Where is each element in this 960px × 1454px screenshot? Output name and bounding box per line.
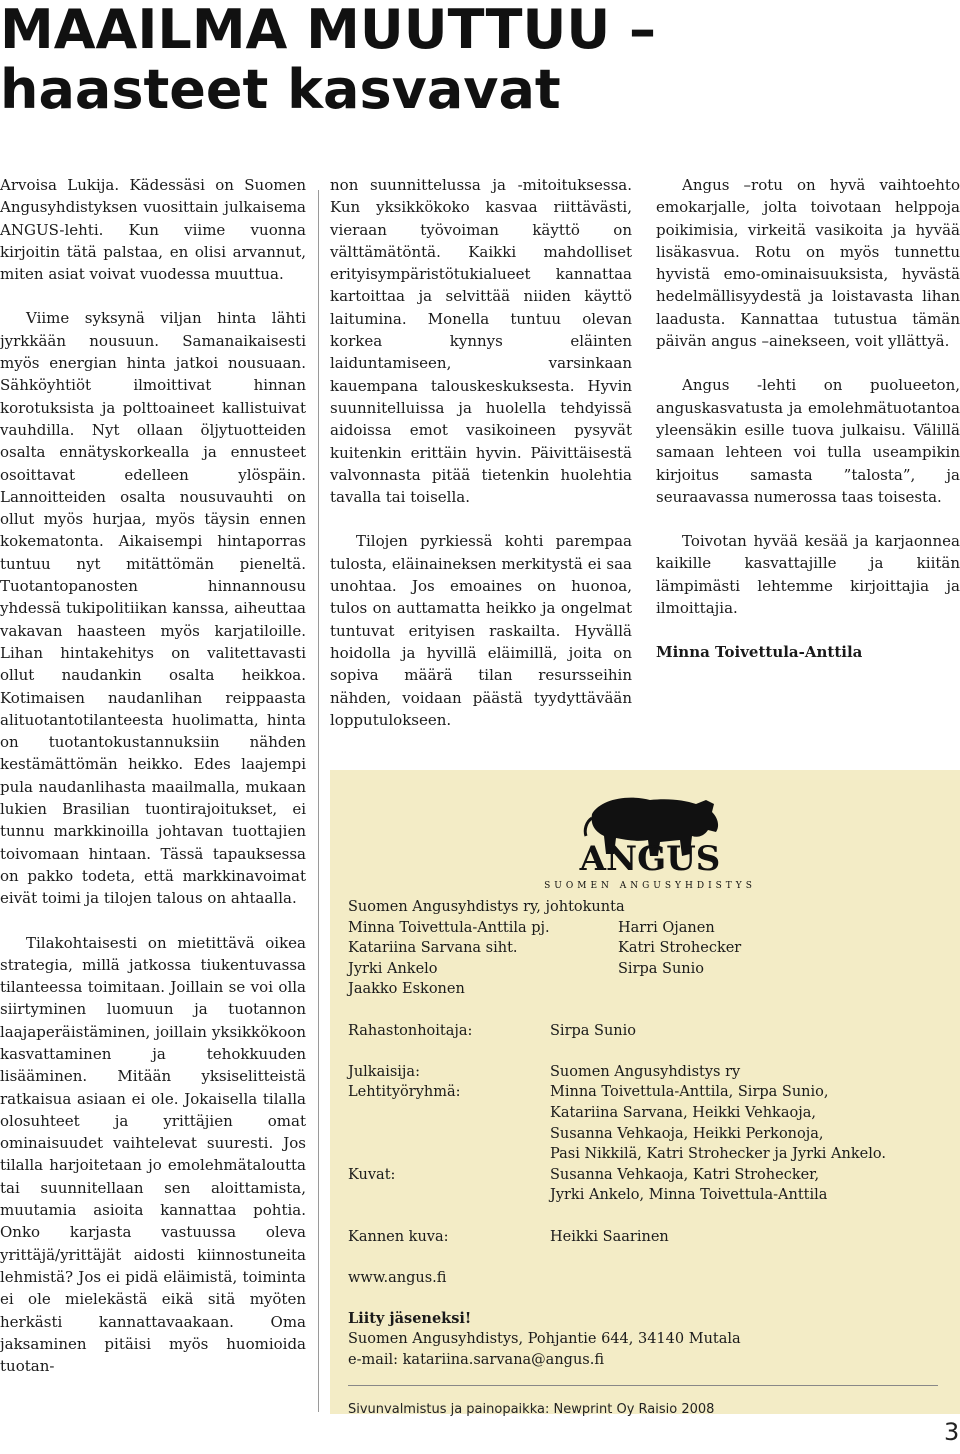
team-line: Minna Toivettula-Anttila, Sirpa Sunio, (550, 1084, 829, 1101)
photos-label: Kuvat: (348, 1166, 396, 1183)
website-link[interactable]: www.angus.fi (348, 1269, 447, 1286)
paragraph: Angus -lehti on puolueeton, anguskasvatusta ja emolehmätuotantoa yleensäkin esille tuova julkaisu. Välillä samaan lehteen voi tulla useampikin kirjoitus samasta ”talosta”, ja seuraavassa numerossa taas toisesta. (656, 376, 960, 506)
publication-info (348, 897, 948, 1420)
board-member: Harri Ojanen (618, 919, 715, 936)
bull-icon (530, 778, 770, 896)
team-line: Susanna Vehkaoja, Heikki Perkonoja, (550, 1125, 824, 1142)
join-heading: Liity jäseneksi! (348, 1309, 472, 1327)
page-number: 3 (944, 1418, 960, 1446)
photos-line: Susanna Vehkaoja, Katri Strohecker, (550, 1166, 820, 1183)
team-line: Pasi Nikkilä, Katri Strohecker ja Jyrki Ankelo. (550, 1146, 886, 1163)
treasurer-label: Rahastonhoitaja: (348, 1022, 473, 1039)
column-divider (318, 190, 319, 1412)
board-member: Katri Strohecker (618, 940, 742, 957)
angus-logo (530, 778, 770, 896)
logo-subtitle: SUOMEN ANGUSYHDISTYS (544, 881, 756, 891)
board-title: Suomen Angusyhdistys ry, johtokunta (348, 899, 625, 915)
address: Suomen Angusyhdistys, Pohjantie 644, 34140 Mutala (348, 1331, 741, 1348)
publisher-label: Julkaisija: (348, 1063, 420, 1080)
paragraph: Angus –rotu on hyvä vaihtoehto emokarjalle, jolta toivotaan helppoja poikimisia, virkeitä vasikoita ja hyvää lisäkasvua. Rotu on myös tunnettu hyvistä emo-ominaisuuksista, hyvästä hedelmällisyydestä ja loistavasta lihan laadusta. Kannattaa tutustua tämän päivän angus –ainekseen, voit yllättyä. (656, 176, 960, 351)
publisher: Suomen Angusyhdistys ry (550, 1063, 741, 1080)
team-label: Lehtityöryhmä: (348, 1084, 461, 1101)
paragraph: Toivotan hyvää kesää ja karjaonnea kaikille kasvattajille ja kiitän lämpimästi lehtemme kirjoittajia ja ilmoittajia. (656, 532, 960, 618)
signature: Minna Toivettula-Anttila (656, 643, 863, 662)
cover-credit: Heikki Saarinen (550, 1228, 669, 1245)
board-member: Sirpa Sunio (618, 960, 705, 977)
photos-line: Jyrki Ankelo, Minna Toivettula-Anttila (550, 1187, 828, 1204)
paragraph: Arvoisa Lukija. Kädessäsi on Suomen Angusyhdistyksen vuosittain julkaisema ANGUS-lehti. Kun viime vuonna kirjoitin tätä palstaa, en olisi arvannut, miten asiat voivat vuodessa muuttua. (0, 176, 306, 284)
board-member: Jaakko Eskonen (348, 981, 465, 998)
treasurer: Sirpa Sunio (550, 1022, 637, 1039)
article-column-3 (656, 174, 960, 686)
email: e-mail: katariina.sarvana@angus.fi (348, 1352, 605, 1369)
paragraph: Viime syksynä viljan hinta lähti jyrkkään nousuun. Samanaikaisesti myös energian hinta jatkoi nousuaan. Sähköyhtiöt ilmoittivat hinnan korotuksista ja polttoaineet kallistuivat vauhdilla. Nyt ollaan öljytuotteiden osalta ennätyskorkealla ja ennusteet osoittavat edelleen ylöspäin. Lannoitteiden osalta nousuvauhti on ollut myös hurjaa, myös täysin ennen kokematonta. Aikaisempi hintaporras tuntuu nyt mitättömän pieneltä. Tuotantopanosten hinnannousu yhdessä tukipolitiikan kanssa, aiheuttaa vakavan haasteen myös karjatiloille. Lihan hintakehitys on valitettavasti ollut naudankin osalta heikkoa. Kotimaisen naudanlihan reippaasta alituotantotilanteesta huolimatta, hinta on tuotantokustannuksiin nähden kestämättömän heikko. Edes laajempi pula naudanlihasta maailmalla, mukaan lukien Brasilian tuontirajoitukset, ei tunnu markkinoilla johtavan tuottajien toivomaan hintaan. Tässä tapauksessa on pakko todeta, että markkinavoimat eivät toimi ja tilojen talous on ahtaalla. (0, 309, 306, 908)
paragraph: non suunnittelussa ja -mitoituksessa. Kun yksikkökoko kasvaa riittävästi, vieraan työvoiman käyttö on välttämätöntä. Kaikki mahdolliset erityisympäristötukialueet kannattaa kartoittaa ja selvittää niiden käyttö laitumina. Monella tuntuu olevan korkea kynnys eläinten laiduntamiseen, varsinkaan kauempana talouskeskuksesta. Hyvin suunnitelluissa ja huolella tehdyissä aidoissa emot vasikoineen pysyvät kuitenkin erittäin hyvin. Päivittäisestä valvonnasta pitää tietenkin huolehtia tavalla tai toisella. (330, 176, 632, 507)
info-box (330, 770, 960, 1417)
board-member: Jyrki Ankelo (348, 960, 438, 977)
paragraph: Tilakohtaisesti on mietittävä oikea strategia, millä jatkossa tiukentuvassa tilanteessa toimitaan. Joillain se voi olla siirtyminen luomuun ja tuotannon laajaperäistäminen, joillain yksikkökoon kasvattaminen ja tehokkuuden lisääminen. Mitään yksiselitteistä ratkaisua asiaan ei ole. Jokaisella tilalla olosuhteet ja yrittäjien omat ominaisuudet vaihtelevat suuresti. Jos tilalla harjoitetaan jo emolehmätaloutta tai suunnitellaan sen aloittamista, muutamia asioita kannattaa pohtia. Onko karjasta vastuussa oleva yrittäjä/yrittäjät aidosti kiinnostuneita lehmistä? Jos ei pidä eläimistä, toiminta ei ole mielekästä eikä sitä myöten herkästi kannattavaakaan. Oma jaksaminen pitäisi myös huomioida tuotan- (0, 933, 306, 1376)
headline (0, 0, 700, 120)
print-info: Sivunvalmistus ja painopaikka: Newprint Oy Raisio 2008 (348, 1385, 938, 1421)
headline-line-1: MAAILMA MUUTTUU – (0, 0, 656, 61)
team-line: Katariina Sarvana, Heikki Vehkaoja, (550, 1104, 816, 1121)
paragraph: Tilojen pyrkiessä kohti parempaa tulosta, eläinaineksen merkitystä ei saa unohtaa. Jos emoaines on huonoa, tulos on auttamatta heikko ja ongelmat tuntuvat erityisen raskailta. Hyvällä hoidolla ja hyvillä eläimillä, joita on sopiva määrä tilan resursseihin nähden, voidaan päästä tyydyttävään lopputulokseen. (330, 532, 632, 729)
article-column-2 (330, 174, 632, 753)
board-member: Katariina Sarvana siht. (348, 940, 518, 957)
headline-line-2: haasteet kasvavat (0, 58, 561, 121)
article-column-1 (0, 174, 306, 1399)
cover-label: Kannen kuva: (348, 1228, 449, 1245)
board-member: Minna Toivettula-Anttila pj. (348, 919, 550, 936)
logo-brand: ANGUS (579, 839, 721, 879)
